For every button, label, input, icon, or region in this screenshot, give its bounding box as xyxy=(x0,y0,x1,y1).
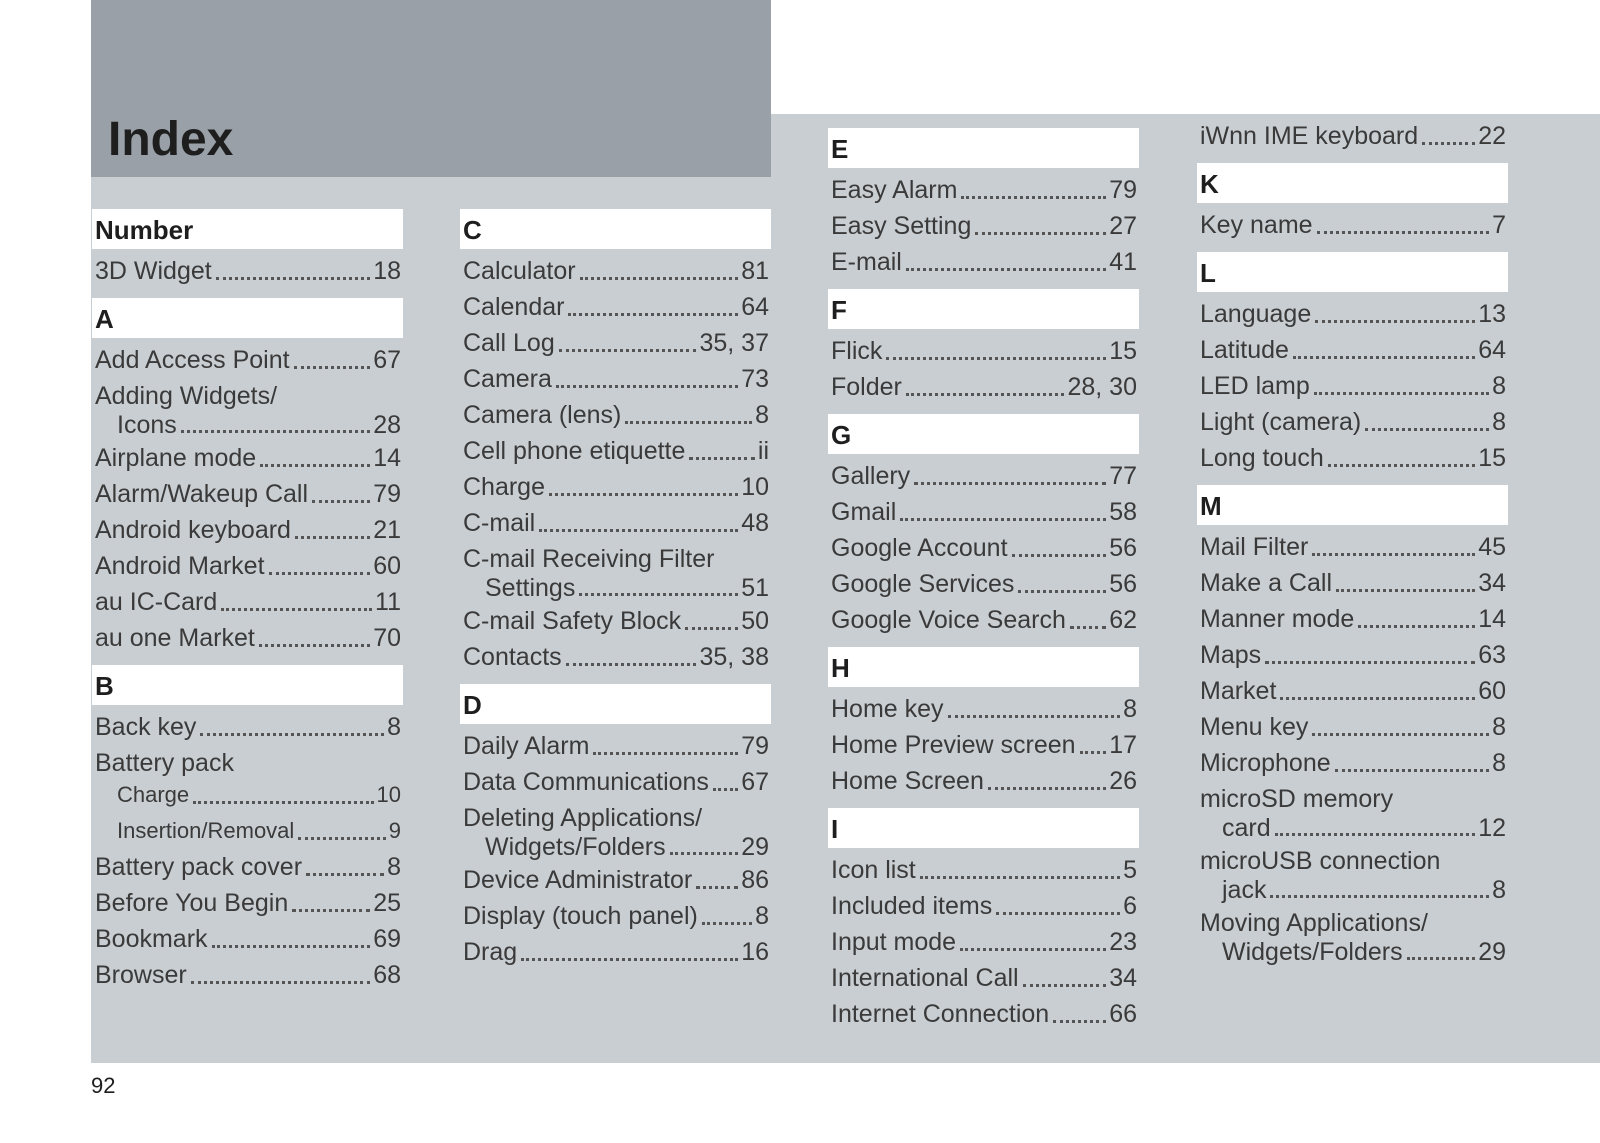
index-entry-term: Call Log xyxy=(463,329,555,357)
index-entry-term: C-mail Safety Block xyxy=(463,607,682,635)
index-entry-page: 69 xyxy=(373,925,401,953)
dot-leader xyxy=(713,788,738,791)
index-entry xyxy=(1197,937,1508,967)
dot-leader xyxy=(1265,661,1475,664)
index-entry xyxy=(1197,404,1508,440)
index-entry-page: 60 xyxy=(1478,677,1506,705)
index-entry xyxy=(828,727,1139,763)
dot-leader xyxy=(906,268,1106,271)
index-entry xyxy=(828,494,1139,530)
dot-leader xyxy=(625,421,752,424)
index-entry xyxy=(828,244,1139,280)
index-entry-term: Market xyxy=(1200,677,1277,705)
dot-leader xyxy=(1365,428,1489,431)
index-entry-page: 66 xyxy=(1109,1000,1137,1028)
dot-leader xyxy=(1312,553,1475,556)
dot-leader xyxy=(549,493,738,496)
index-entry-page: 23 xyxy=(1109,928,1137,956)
index-entry-page: 6 xyxy=(1123,892,1137,920)
dot-leader xyxy=(1280,697,1475,700)
index-entry xyxy=(828,208,1139,244)
index-entry-term: C-mail Receiving Filter xyxy=(463,545,715,573)
dot-leader xyxy=(269,572,371,575)
index-entry xyxy=(1197,529,1508,565)
dot-leader xyxy=(294,366,371,369)
section-header: G xyxy=(828,414,1139,454)
index-entry xyxy=(828,369,1139,405)
index-entry xyxy=(460,505,771,541)
dot-leader xyxy=(539,529,738,532)
index-entry-page: 81 xyxy=(741,257,769,285)
index-entry xyxy=(828,763,1139,799)
index-entry-term: Menu key xyxy=(1200,713,1309,741)
index-entry-term: au one Market xyxy=(95,624,255,652)
index-entry-term: Insertion/Removal xyxy=(117,818,295,843)
index-entry xyxy=(1197,207,1508,243)
index-entry xyxy=(1197,673,1508,709)
index-entry-term: Flick xyxy=(831,337,883,365)
index-entry-term: Airplane mode xyxy=(95,444,257,472)
index-entry-page: 9 xyxy=(388,818,401,843)
dot-leader xyxy=(556,385,738,388)
dot-leader xyxy=(1317,231,1490,234)
dot-leader xyxy=(593,752,738,755)
index-entry-term: Back key xyxy=(95,713,197,741)
index-entry-term: Home Screen xyxy=(831,767,984,795)
index-entry xyxy=(92,342,403,378)
index-entry-term: Camera (lens) xyxy=(463,401,622,429)
index-entry-page: 16 xyxy=(741,938,769,966)
dot-leader xyxy=(200,733,384,736)
index-entry-term: Charge xyxy=(117,782,190,807)
dot-leader xyxy=(1358,625,1475,628)
section-header: A xyxy=(92,298,403,338)
dot-leader xyxy=(1293,356,1475,359)
dot-leader xyxy=(292,909,370,912)
index-entry-continuation: Settings xyxy=(485,574,576,602)
index-entry xyxy=(92,957,403,993)
dot-leader xyxy=(960,948,1106,951)
dot-leader xyxy=(988,787,1106,790)
index-entry-page: 77 xyxy=(1109,462,1137,490)
dot-leader xyxy=(696,886,738,889)
index-entry-page: 56 xyxy=(1109,570,1137,598)
index-entry-term: microSD memory xyxy=(1200,785,1394,813)
index-entry-page: 35, 37 xyxy=(699,329,769,357)
dot-leader xyxy=(685,627,738,630)
index-entry-page: 64 xyxy=(1478,336,1506,364)
section-header: Number xyxy=(92,209,403,249)
index-entry-page: 34 xyxy=(1109,964,1137,992)
index-entry xyxy=(828,924,1139,960)
index-subentry xyxy=(92,777,403,813)
dot-leader xyxy=(521,958,738,961)
dot-leader xyxy=(191,981,371,984)
index-entry-page: 11 xyxy=(375,588,401,616)
index-entry-page: 45 xyxy=(1478,533,1506,561)
dot-leader xyxy=(1023,984,1107,987)
dot-leader xyxy=(579,593,738,596)
index-entry-term: Battery pack cover xyxy=(95,853,303,881)
index-entry xyxy=(92,849,403,885)
dot-leader xyxy=(1012,554,1107,557)
index-entry-page: ii xyxy=(757,437,769,465)
dot-leader xyxy=(914,482,1106,485)
index-entry-term: Microphone xyxy=(1200,749,1331,777)
dot-leader xyxy=(295,536,370,539)
index-entry xyxy=(460,764,771,800)
dot-leader xyxy=(1335,769,1489,772)
index-entry-page: 56 xyxy=(1109,534,1137,562)
index-entry-term: Mail Filter xyxy=(1200,533,1309,561)
index-entry-term: Add Access Point xyxy=(95,346,290,374)
index-entry xyxy=(828,172,1139,208)
index-entry-page: 62 xyxy=(1109,606,1137,634)
index-entry xyxy=(460,573,771,603)
index-entry-term: Make a Call xyxy=(1200,569,1332,597)
index-entry-page: 21 xyxy=(373,516,401,544)
index-entry-page: 28 xyxy=(373,411,401,439)
index-entry-term: Google Voice Search xyxy=(831,606,1066,634)
index-entry-page: 63 xyxy=(1478,641,1506,669)
dot-leader xyxy=(702,922,752,925)
index-entry xyxy=(92,620,403,656)
section-header: E xyxy=(828,128,1139,168)
index-entry-page: 79 xyxy=(741,732,769,760)
index-entry-page: 50 xyxy=(741,607,769,635)
index-entry-page: 8 xyxy=(1492,408,1506,436)
dot-leader xyxy=(259,644,370,647)
index-entry-term: Key name xyxy=(1200,211,1313,239)
index-entry-page: 8 xyxy=(1492,372,1506,400)
index-entry xyxy=(92,548,403,584)
index-entry-term: Drag xyxy=(463,938,518,966)
index-entry-page: 7 xyxy=(1492,211,1506,239)
index-column-1 xyxy=(92,209,403,993)
index-entry-term: Device Administrator xyxy=(463,866,693,894)
index-entry-term: Alarm/Wakeup Call xyxy=(95,480,309,508)
index-entry-page: 48 xyxy=(741,509,769,537)
section-header: D xyxy=(460,684,771,724)
dot-leader xyxy=(568,313,738,316)
index-entry-term: Gallery xyxy=(831,462,911,490)
index-entry-term: iWnn IME keyboard xyxy=(1200,122,1419,150)
dot-leader xyxy=(193,801,373,804)
dot-leader xyxy=(1422,142,1475,145)
index-entry xyxy=(460,639,771,675)
dot-leader xyxy=(1275,833,1476,836)
dot-leader xyxy=(906,393,1065,396)
index-entry xyxy=(828,852,1139,888)
index-entry xyxy=(828,960,1139,996)
section-header: C xyxy=(460,209,771,249)
index-entry-page: 26 xyxy=(1109,767,1137,795)
dot-leader xyxy=(1053,1020,1106,1023)
index-entry-page: 67 xyxy=(741,768,769,796)
index-entry-page: 8 xyxy=(387,853,401,881)
index-entry-continuation: card xyxy=(1222,814,1271,842)
index-entry-page: 34 xyxy=(1478,569,1506,597)
index-entry-continuation: Widgets/Folders xyxy=(1222,938,1403,966)
index-entry xyxy=(1197,368,1508,404)
index-column-3 xyxy=(828,128,1139,1032)
dot-leader xyxy=(1070,626,1106,629)
index-entry xyxy=(460,289,771,325)
index-entry-term: Android Market xyxy=(95,552,265,580)
index-entry xyxy=(92,512,403,548)
index-entry-term: Daily Alarm xyxy=(463,732,590,760)
index-entry-page: 70 xyxy=(373,624,401,652)
index-entry-term: Browser xyxy=(95,961,187,989)
index-entry-page: 8 xyxy=(1492,876,1506,904)
dot-leader xyxy=(312,500,370,503)
index-entry-term: Display (touch panel) xyxy=(463,902,698,930)
index-subentry xyxy=(92,813,403,849)
index-entry-page: 25 xyxy=(373,889,401,917)
dot-leader xyxy=(260,464,370,467)
index-entry-term: au IC-Card xyxy=(95,588,218,616)
dot-leader xyxy=(920,876,1120,879)
dot-leader xyxy=(181,430,370,433)
index-entry xyxy=(92,476,403,512)
index-entry-page: 79 xyxy=(373,480,401,508)
index-entry xyxy=(460,934,771,970)
dot-leader xyxy=(1270,895,1489,898)
index-entry xyxy=(1197,565,1508,601)
index-entry-term: Deleting Applications/ xyxy=(463,804,703,832)
dot-leader xyxy=(1328,464,1475,467)
dot-leader xyxy=(559,349,697,352)
dot-leader xyxy=(1336,589,1475,592)
index-entry-term: Adding Widgets/ xyxy=(95,382,278,410)
index-entry-page: 8 xyxy=(755,902,769,930)
index-entry-page: 41 xyxy=(1109,248,1137,276)
index-entry-page: 79 xyxy=(1109,176,1137,204)
index-entry-page: 8 xyxy=(1492,749,1506,777)
index-entry-term: Bookmark xyxy=(95,925,208,953)
index-entry xyxy=(828,333,1139,369)
index-entry xyxy=(1197,601,1508,637)
section-header: H xyxy=(828,647,1139,687)
index-entry xyxy=(1197,296,1508,332)
index-entry-page: 51 xyxy=(741,574,769,602)
index-entry-term: Home Preview screen xyxy=(831,731,1076,759)
dot-leader xyxy=(1312,733,1489,736)
index-entry-term: Battery pack xyxy=(95,749,234,777)
index-entry xyxy=(460,728,771,764)
index-entry-page: 15 xyxy=(1109,337,1137,365)
index-entry-page: 29 xyxy=(741,833,769,861)
dot-leader xyxy=(689,457,755,460)
section-header: M xyxy=(1197,485,1508,525)
section-header: L xyxy=(1197,252,1508,292)
index-entry-term: Manner mode xyxy=(1200,605,1355,633)
index-entry-page: 60 xyxy=(373,552,401,580)
index-entry xyxy=(828,996,1139,1032)
index-entry-term: Data Communications xyxy=(463,768,709,796)
index-entry-term: Internet Connection xyxy=(831,1000,1050,1028)
index-entry-page: 22 xyxy=(1478,122,1506,150)
dot-leader xyxy=(580,277,739,280)
index-entry xyxy=(1197,813,1508,843)
index-entry xyxy=(460,361,771,397)
index-entry-page: 10 xyxy=(741,473,769,501)
dot-leader xyxy=(212,945,371,948)
dot-leader xyxy=(566,663,697,666)
dot-leader xyxy=(221,608,372,611)
index-entry xyxy=(1197,875,1508,905)
index-entry-term: Before You Begin xyxy=(95,889,289,917)
index-entry-page: 68 xyxy=(373,961,401,989)
index-entry-term: Android keyboard xyxy=(95,516,291,544)
index-entry xyxy=(1197,745,1508,781)
index-entry-page: 14 xyxy=(1478,605,1506,633)
index-entry-page: 58 xyxy=(1109,498,1137,526)
index-entry xyxy=(460,433,771,469)
dot-leader xyxy=(216,277,370,280)
index-entry xyxy=(460,397,771,433)
index-entry-term: Cell phone etiquette xyxy=(463,437,686,465)
index-entry xyxy=(460,603,771,639)
index-entry xyxy=(460,832,771,862)
index-entry xyxy=(828,602,1139,638)
dot-leader xyxy=(975,232,1106,235)
index-entry-term: Home key xyxy=(831,695,944,723)
index-entry xyxy=(92,584,403,620)
dot-leader xyxy=(1314,392,1489,395)
dot-leader xyxy=(900,518,1106,521)
index-entry-page: 27 xyxy=(1109,212,1137,240)
index-entry-continuation: jack xyxy=(1222,876,1267,904)
index-entry-term: Long touch xyxy=(1200,444,1324,472)
index-entry-page: 5 xyxy=(1123,856,1137,884)
index-entry-page: 67 xyxy=(373,346,401,374)
index-entry-term: Latitude xyxy=(1200,336,1289,364)
index-entry-term: Maps xyxy=(1200,641,1262,669)
index-entry xyxy=(92,253,403,289)
index-entry xyxy=(460,862,771,898)
index-entry xyxy=(828,530,1139,566)
index-entry-page: 29 xyxy=(1478,938,1506,966)
index-entry-term: C-mail xyxy=(463,509,536,537)
index-entry-term: Charge xyxy=(463,473,545,501)
index-entry-page: 8 xyxy=(755,401,769,429)
index-entry-term: Included items xyxy=(831,892,993,920)
index-entry xyxy=(460,898,771,934)
index-entry-term: Google Account xyxy=(831,534,1008,562)
index-entry xyxy=(828,458,1139,494)
section-header: B xyxy=(92,665,403,705)
section-header: K xyxy=(1197,163,1508,203)
index-entry xyxy=(92,921,403,957)
index-entry-term: microUSB connection xyxy=(1200,847,1441,875)
index-entry-page: 14 xyxy=(373,444,401,472)
index-entry-term: Light (camera) xyxy=(1200,408,1362,436)
dot-leader xyxy=(1080,751,1107,754)
index-entry-term: Language xyxy=(1200,300,1312,328)
index-entry xyxy=(1197,332,1508,368)
index-entry-term: International Call xyxy=(831,964,1019,992)
dot-leader xyxy=(1018,590,1106,593)
index-column-4 xyxy=(1197,118,1508,967)
index-entry-term: Gmail xyxy=(831,498,897,526)
index-entry-term: Google Services xyxy=(831,570,1015,598)
index-entry xyxy=(92,709,403,745)
index-entry-term: LED lamp xyxy=(1200,372,1310,400)
index-entry-page: 64 xyxy=(741,293,769,321)
index-entry xyxy=(1197,118,1508,154)
index-entry-page: 8 xyxy=(1492,713,1506,741)
index-entry xyxy=(460,253,771,289)
index-entry-page: 13 xyxy=(1478,300,1506,328)
dot-leader xyxy=(886,357,1106,360)
index-entry xyxy=(460,469,771,505)
index-entry-continuation: Icons xyxy=(117,411,177,439)
index-entry-page: 10 xyxy=(376,782,401,807)
index-entry-page: 15 xyxy=(1478,444,1506,472)
dot-leader xyxy=(670,852,739,855)
index-entry-page: 73 xyxy=(741,365,769,393)
index-entry xyxy=(1197,709,1508,745)
index-entry-term: Folder xyxy=(831,373,902,401)
index-entry-term: Input mode xyxy=(831,928,957,956)
index-entry xyxy=(828,691,1139,727)
index-entry xyxy=(92,885,403,921)
index-column-2 xyxy=(460,209,771,970)
section-header: I xyxy=(828,808,1139,848)
index-entry-page: 8 xyxy=(1123,695,1137,723)
dot-leader xyxy=(298,837,385,840)
index-entry-page: 35, 38 xyxy=(699,643,769,671)
index-entry-term: E-mail xyxy=(831,248,902,276)
index-entry xyxy=(92,410,403,440)
index-entry-page: 8 xyxy=(387,713,401,741)
dot-leader xyxy=(306,873,384,876)
index-entry xyxy=(92,440,403,476)
dot-leader xyxy=(1315,320,1475,323)
index-entry-term: Easy Setting xyxy=(831,212,972,240)
index-entry-term: Moving Applications/ xyxy=(1200,909,1428,937)
index-entry-page: 12 xyxy=(1478,814,1506,842)
index-entry-page: 86 xyxy=(741,866,769,894)
page-title: Index xyxy=(108,113,234,166)
index-entry-term: 3D Widget xyxy=(95,257,212,285)
index-entry xyxy=(1197,440,1508,476)
index-entry-continuation: Widgets/Folders xyxy=(485,833,666,861)
index-entry xyxy=(460,325,771,361)
index-entry-term: Calculator xyxy=(463,257,576,285)
index-entry-term: Calendar xyxy=(463,293,565,321)
section-header: F xyxy=(828,289,1139,329)
page-number: 92 xyxy=(91,1073,116,1098)
index-entry-page: 17 xyxy=(1109,731,1137,759)
index-entry-page: 18 xyxy=(373,257,401,285)
index-entry-term: Icon list xyxy=(831,856,916,884)
index-entry xyxy=(828,566,1139,602)
dot-leader xyxy=(948,715,1121,718)
index-entry-term: Contacts xyxy=(463,643,562,671)
index-entry-page: 28, 30 xyxy=(1067,373,1137,401)
index-entry-term: Camera xyxy=(463,365,552,393)
dot-leader xyxy=(1407,957,1476,960)
dot-leader xyxy=(996,912,1120,915)
dot-leader xyxy=(961,196,1106,199)
index-entry xyxy=(828,888,1139,924)
index-entry-term: Easy Alarm xyxy=(831,176,958,204)
index-entry xyxy=(1197,637,1508,673)
